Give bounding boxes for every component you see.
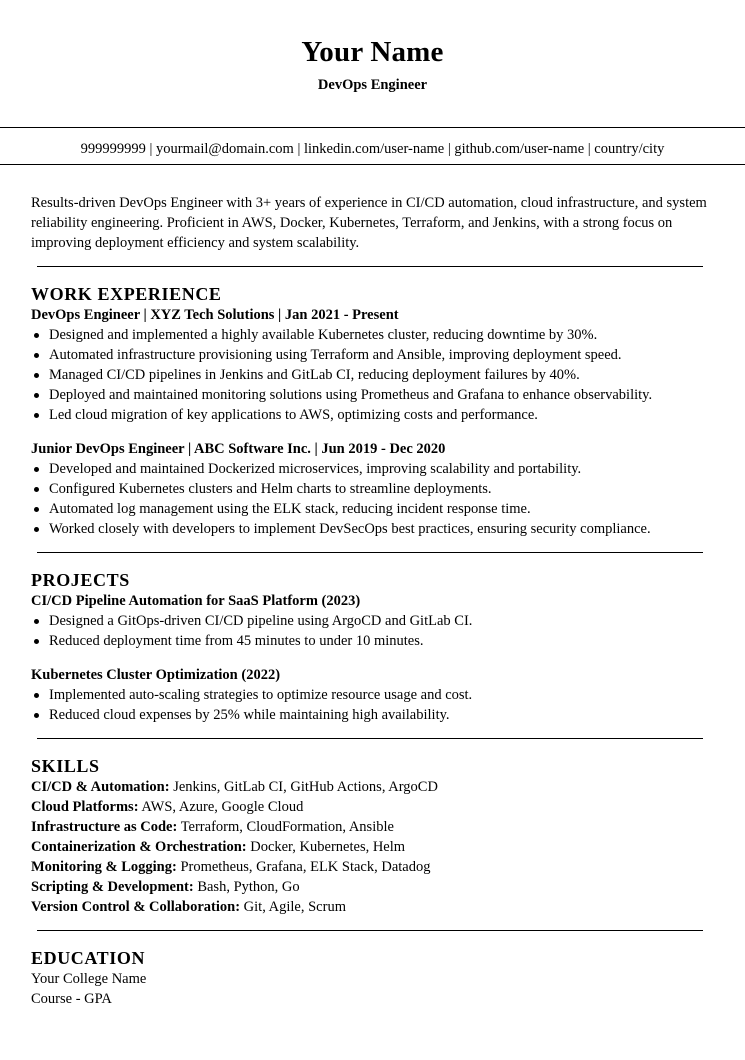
skill-value: Git, Agile, Scrum	[243, 899, 346, 915]
project-entry	[31, 665, 711, 725]
skill-label: Version Control & Collaboration:	[31, 899, 241, 915]
divider	[37, 266, 703, 267]
list-item: Designed a GitOps-driven CI/CD pipeline using ArgoCD and GitLab CI.	[31, 611, 711, 631]
list-item: Deployed and maintained monitoring solutions using Prometheus and Grafana to enhance observability.	[31, 385, 711, 405]
projects-section	[31, 569, 711, 725]
skill-label: Cloud Platforms:	[31, 799, 139, 815]
skill-value: Jenkins, GitLab CI, GitHub Actions, ArgoCD	[173, 779, 438, 795]
skills-section	[31, 755, 711, 917]
job-bullets	[31, 459, 711, 539]
list-item: Automated log management using the ELK stack, reducing incident response time.	[31, 499, 711, 519]
skill-value: Terraform, CloudFormation, Ansible	[180, 819, 394, 835]
list-item: Developed and maintained Dockerized microservices, improving scalability and portability.	[31, 459, 711, 479]
skill-value: Bash, Python, Go	[197, 879, 300, 895]
resume-body	[31, 193, 711, 1009]
divider	[37, 552, 703, 553]
skill-row	[31, 877, 711, 897]
contact-info: 999999999 | yourmail@domain.com | linkedin.com/user-name | github.com/user-name | country/city	[0, 127, 745, 165]
section-heading-education: EDUCATION	[31, 948, 146, 968]
skill-row	[31, 817, 711, 837]
education-section	[31, 947, 711, 1009]
list-item: Managed CI/CD pipelines in Jenkins and GitLab CI, reducing deployment failures by 40%.	[31, 365, 711, 385]
list-item: Led cloud migration of key applications to AWS, optimizing costs and performance.	[31, 405, 711, 425]
skill-row	[31, 837, 711, 857]
list-item: Worked closely with developers to implement DevSecOps best practices, ensuring security compliance.	[31, 519, 711, 539]
list-item: Designed and implemented a highly available Kubernetes cluster, reducing downtime by 30%.	[31, 325, 711, 345]
job-title-line: DevOps Engineer | XYZ Tech Solutions | Jan 2021 - Present	[31, 307, 399, 323]
section-heading-projects: PROJECTS	[31, 570, 130, 590]
project-bullets	[31, 685, 711, 725]
job-title: DevOps Engineer	[317, 77, 428, 93]
course-gpa: Course - GPA	[31, 991, 112, 1007]
list-item: Reduced cloud expenses by 25% while maintaining high availability.	[31, 705, 711, 725]
skill-row	[31, 777, 711, 797]
list-item: Reduced deployment time from 45 minutes to under 10 minutes.	[31, 631, 711, 651]
project-entry	[31, 591, 711, 651]
skill-value: Docker, Kubernetes, Helm	[250, 839, 406, 855]
college-name: Your College Name	[31, 971, 147, 987]
divider	[37, 738, 703, 739]
project-bullets	[31, 611, 711, 651]
job-title-line: Junior DevOps Engineer | ABC Software Inc. | Jun 2019 - Dec 2020	[31, 441, 446, 457]
list-item: Implemented auto-scaling strategies to optimize resource usage and cost.	[31, 685, 711, 705]
list-item: Configured Kubernetes clusters and Helm charts to streamline deployments.	[31, 479, 711, 499]
project-title: Kubernetes Cluster Optimization (2022)	[31, 667, 281, 683]
section-heading-skills: SKILLS	[31, 756, 100, 776]
job-entry	[31, 439, 711, 539]
skill-label: Containerization & Orchestration:	[31, 839, 247, 855]
skill-row	[31, 857, 711, 877]
section-heading-work-experience: WORK EXPERIENCE	[31, 284, 222, 304]
skill-row	[31, 897, 711, 917]
list-item: Automated infrastructure provisioning using Terraform and Ansible, improving deployment speed.	[31, 345, 711, 365]
skill-label: Infrastructure as Code:	[31, 819, 178, 835]
skill-label: CI/CD & Automation:	[31, 779, 170, 795]
summary: Results-driven DevOps Engineer with 3+ years of experience in CI/CD automation, cloud infrastructure, and system reliability engineering. Proficient in AWS, Docker, Kubernetes, Terraform, and Jenkins, with a strong focus on improving deployment efficiency and system scalability.	[31, 195, 707, 251]
job-entry	[31, 305, 711, 425]
project-title: CI/CD Pipeline Automation for SaaS Platform (2023)	[31, 593, 361, 609]
job-bullets	[31, 325, 711, 425]
skill-label: Monitoring & Logging:	[31, 859, 177, 875]
work-experience-section	[31, 283, 711, 539]
skill-value: AWS, Azure, Google Cloud	[141, 799, 304, 815]
skill-label: Scripting & Development:	[31, 879, 194, 895]
divider	[37, 930, 703, 931]
candidate-name: Your Name	[301, 36, 444, 68]
skill-value: Prometheus, Grafana, ELK Stack, Datadog	[180, 859, 431, 875]
skill-row	[31, 797, 711, 817]
